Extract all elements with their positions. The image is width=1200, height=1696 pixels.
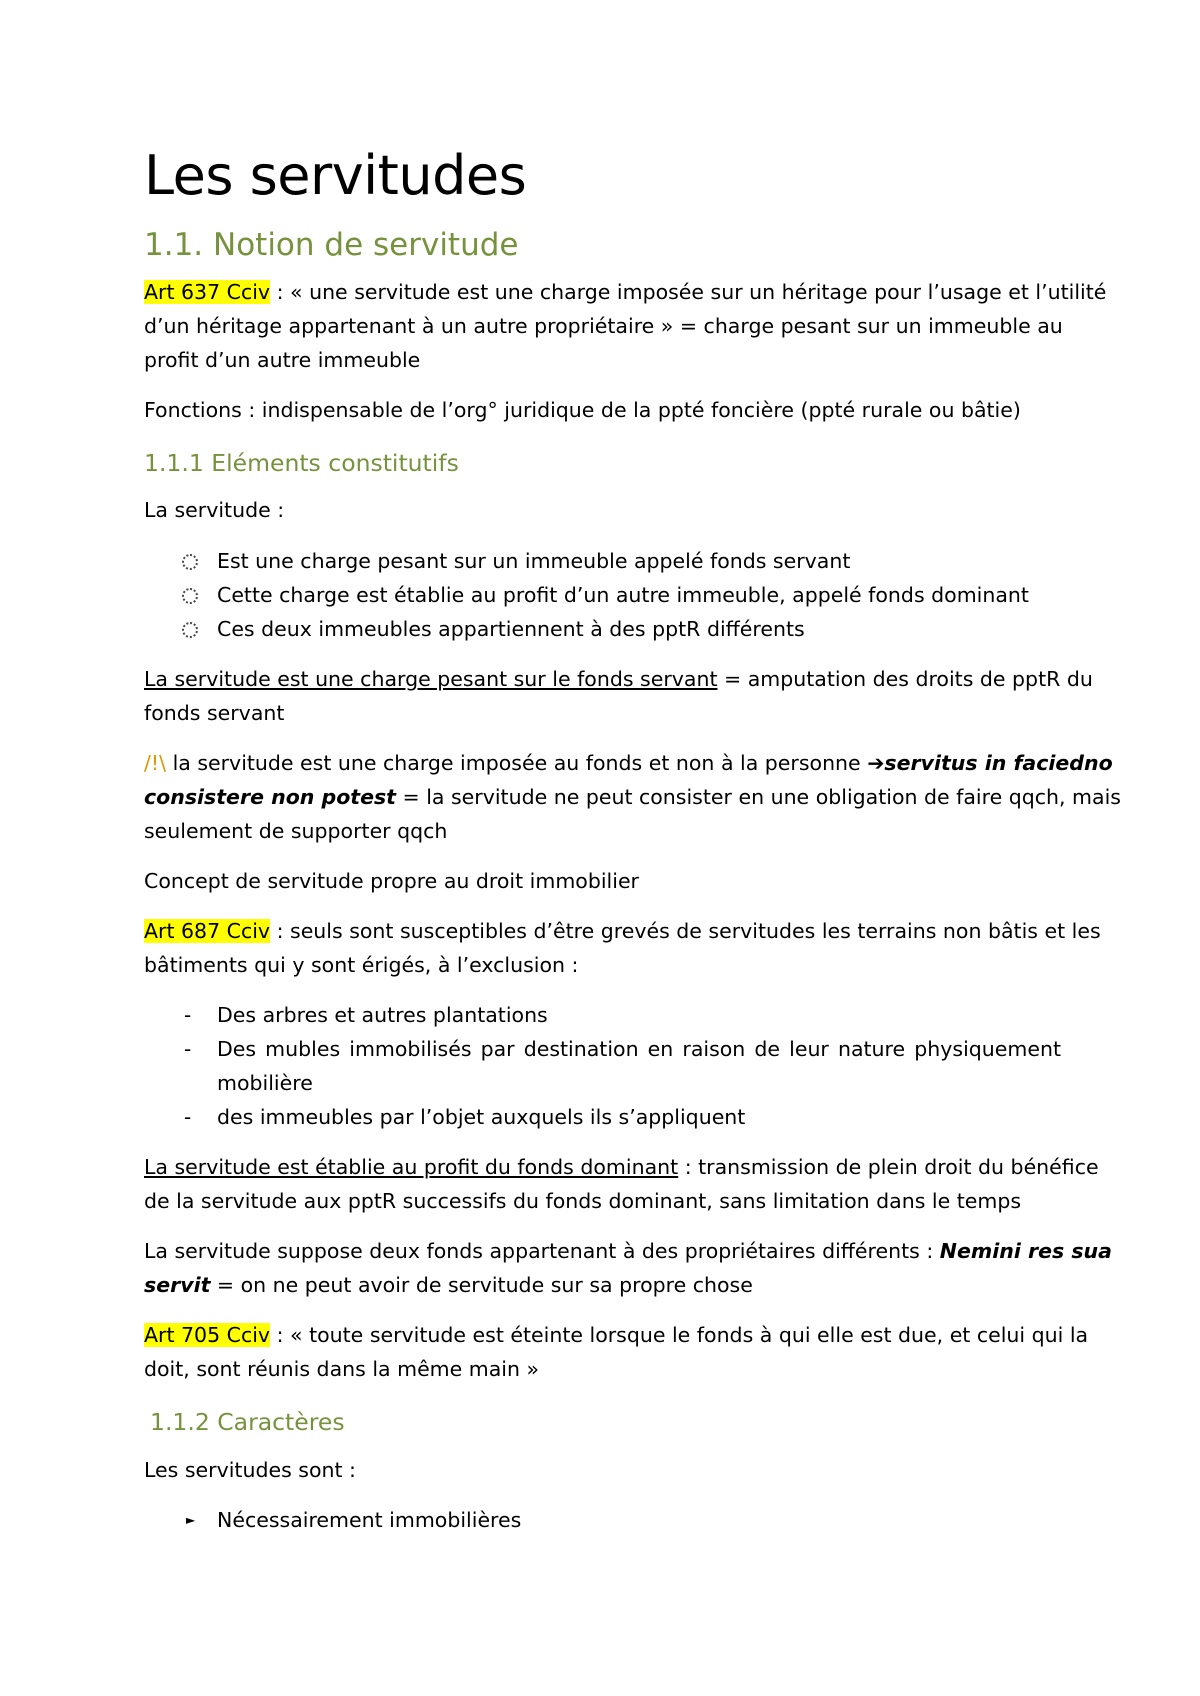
list-item: Ces deux immeubles appartiennent à des pptR différents xyxy=(217,617,805,641)
art637-line-1: Art 637 Cciv : « une servitude est une charge imposée sur un héritage pour l’usage et l’utilité xyxy=(144,280,1107,304)
art687-line-2: bâtiments qui y sont érigés, à l’exclusion : xyxy=(144,953,579,977)
underlined-statement: La servitude est établie au profit du fonds dominant xyxy=(144,1155,679,1179)
list-item: Nécessairement immobilières xyxy=(217,1508,522,1532)
right-arrow-icon: ➔ xyxy=(867,751,885,775)
dash-bullet: - xyxy=(184,1003,192,1027)
caracteres-intro: Les servitudes sont : xyxy=(144,1458,356,1482)
triangle-bullet-icon: ► xyxy=(186,1513,196,1527)
concept-paragraph: Concept de servitude propre au droit immobilier xyxy=(144,869,639,893)
nemini-line-1: La servitude suppose deux fonds appartenant à des propriétaires différents : Nemini res sua xyxy=(144,1239,1112,1263)
list-item: Des mubles immobilisés par destination en raison de leur nature physiquement xyxy=(217,1037,1061,1061)
heading-elements-constitutifs: 1.1.1 Eléments constitutifs xyxy=(144,449,459,477)
art687-reference: Art 687 Cciv xyxy=(144,919,271,943)
art705-reference: Art 705 Cciv xyxy=(144,1323,271,1347)
latin-maxim: consistere non potest xyxy=(144,785,396,809)
list-item: Est une charge pesant sur un immeuble appelé fonds servant xyxy=(217,549,851,573)
nemini-line-2: servit = on ne peut avoir de servitude sur sa propre chose xyxy=(144,1273,753,1297)
dominant-line-1: La servitude est établie au profit du fonds dominant : transmission de plein droit du bénéfice xyxy=(144,1155,1099,1179)
art637-line-2: d’un héritage appartenant à un autre propriétaire » = charge pesant sur un immeuble au xyxy=(144,314,1063,338)
underlined-statement: La servitude est une charge pesant sur le fonds servant xyxy=(144,667,718,691)
art705-line-1: Art 705 Cciv : « toute servitude est éteinte lorsque le fonds à qui elle est due, et celui qui la xyxy=(144,1323,1089,1347)
servitude-intro: La servitude : xyxy=(144,498,285,522)
warning-line-2: consistere non potest = la servitude ne peut consister en une obligation de faire qqch, mais xyxy=(144,785,1121,809)
dotted-circle-bullet-icon xyxy=(182,622,198,638)
page-title: Les servitudes xyxy=(144,144,527,207)
fonctions-paragraph: Fonctions : indispensable de l’org° juridique de la ppté foncière (ppté rurale ou bâtie) xyxy=(144,398,1021,422)
charge-line-2: fonds servant xyxy=(144,701,285,725)
dash-bullet: - xyxy=(184,1105,192,1129)
dash-bullet: - xyxy=(184,1037,192,1061)
warning-icon: /!\ xyxy=(144,751,167,775)
list-item: Cette charge est établie au profit d’un autre immeuble, appelé fonds dominant xyxy=(217,583,1029,607)
latin-maxim: servit xyxy=(144,1273,211,1297)
heading-caracteres: 1.1.2 Caractères xyxy=(150,1408,345,1436)
heading-notion-de-servitude: 1.1. Notion de servitude xyxy=(144,227,519,263)
art687-line-1: Art 687 Cciv : seuls sont susceptibles d’être grevés de servitudes les terrains non bâtis et les xyxy=(144,919,1101,943)
art705-line-2: doit, sont réunis dans la même main » xyxy=(144,1357,540,1381)
warning-line-3: seulement de supporter qqch xyxy=(144,819,448,843)
list-item: Des arbres et autres plantations xyxy=(217,1003,548,1027)
dominant-line-2: de la servitude aux pptR successifs du fonds dominant, sans limitation dans le temps xyxy=(144,1189,1022,1213)
art637-line-3: profit d’un autre immeuble xyxy=(144,348,421,372)
latin-maxim: servitus in faciedno xyxy=(884,751,1113,775)
dotted-circle-bullet-icon xyxy=(182,554,198,570)
latin-maxim: Nemini res sua xyxy=(939,1239,1112,1263)
dotted-circle-bullet-icon xyxy=(182,588,198,604)
list-item-continuation: mobilière xyxy=(217,1071,313,1095)
warning-line-1: /!\ la servitude est une charge imposée au fonds et non à la personne ➔servitus in faciedno xyxy=(144,751,1113,775)
list-item: des immeubles par l’objet auxquels ils s’appliquent xyxy=(217,1105,746,1129)
charge-line-1: La servitude est une charge pesant sur le fonds servant = amputation des droits de pptR du xyxy=(144,667,1093,691)
art637-reference: Art 637 Cciv xyxy=(144,280,271,304)
